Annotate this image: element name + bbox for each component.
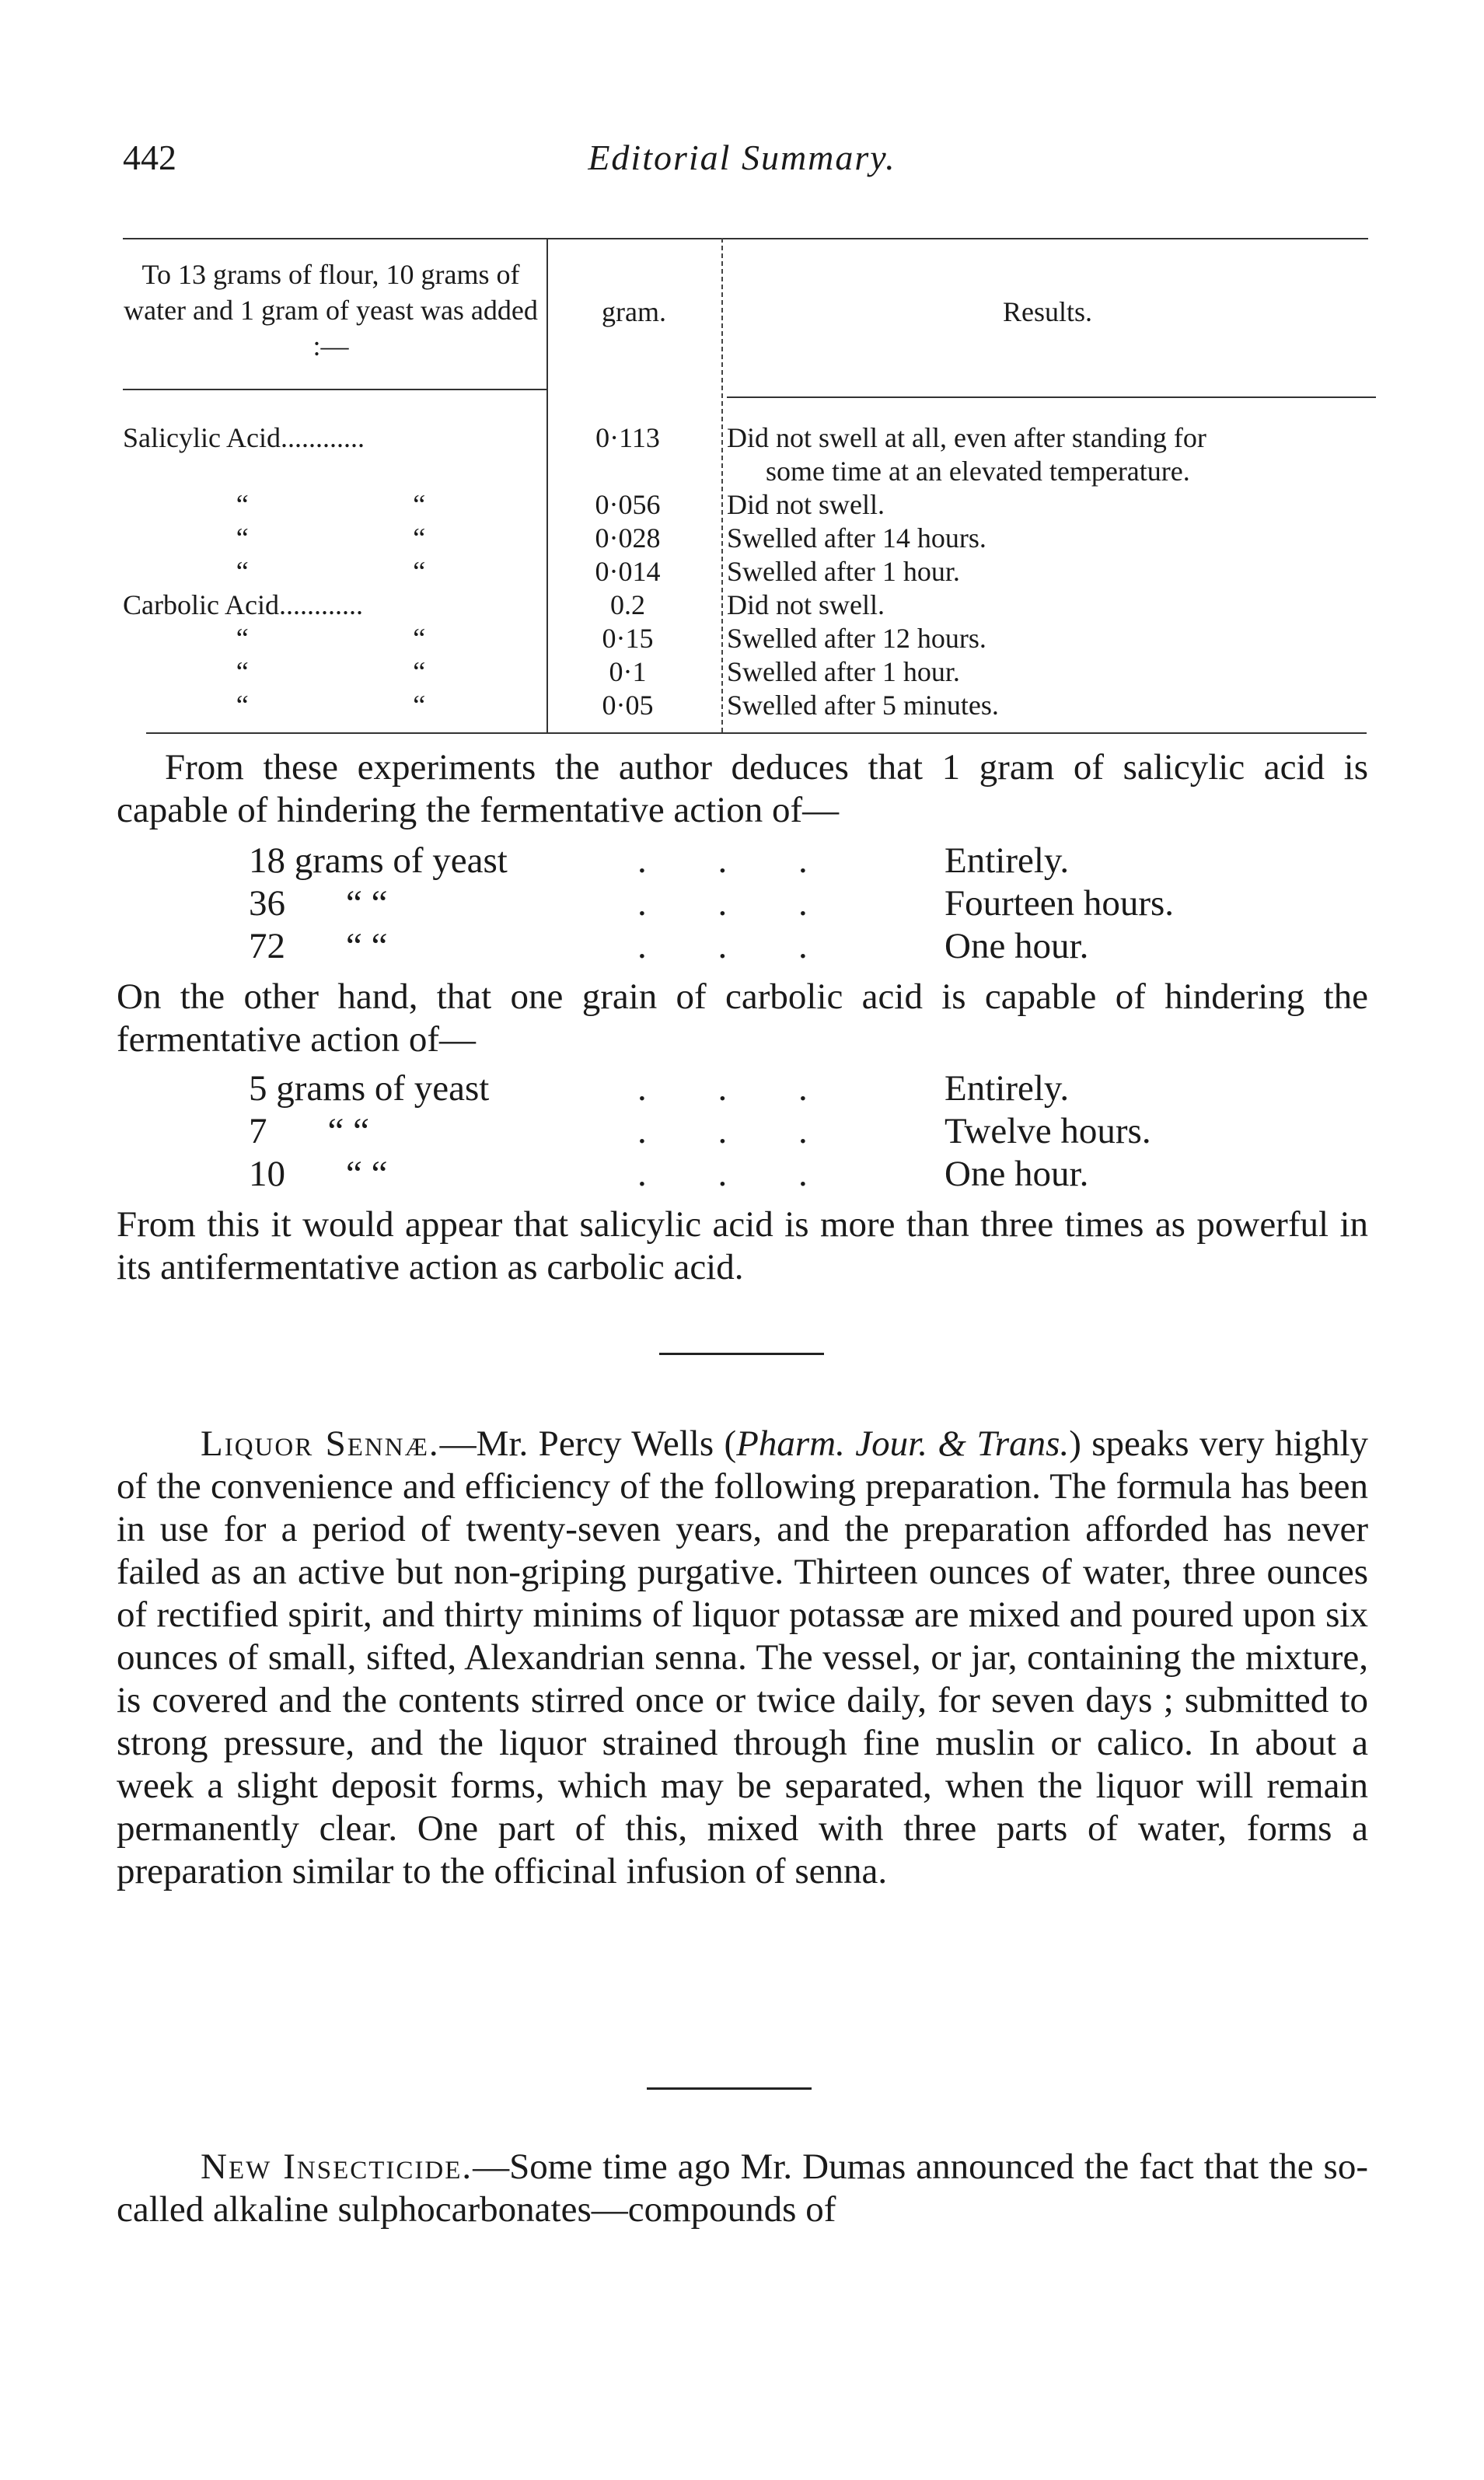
table-cell-result: Swelled after 1 hour. [727,556,960,587]
result-continuation: some time at an elevated temperature. [766,456,1190,487]
list-leader: . . . [637,1068,839,1109]
table-cell-gram: 0·15 [602,623,654,654]
article-body: speaks very highly of the convenience and efficiency of the following preparation. The formula has been in use for a period of twenty-seven years, and the preparation afforded has never failed as an active but non-griping purgative. Thirteen ounces of water, three ounces of rectified spirit, and thirty minims of liquor potassæ are mixed and poured upon six ounces of small, sifted, Alexandrian senna. The vessel, or jar, containing the mixture, is covered and the contents stirred once or twice daily, for seven days ; submitted to strong pressure, and the liquor strained through fine muslin or calico. In about a week a slight deposit forms, which may be separated, when the liquor will remain permanently clear. One part of this, mixed with three parts of water, forms a preparation similar to the officinal infusion of senna. [117,1423,1369,1891]
ditto-mark: “ “ [327,1111,369,1151]
ditto-mark: “ [236,489,249,520]
article-liquor-sennae [117,1423,1368,1893]
ditto-mark: “ [413,623,426,654]
table-cell-gram: 0·014 [595,556,661,587]
paragraph-conclusion: From this it would appear that salicylic acid is more than three times as powerful in its antifermentative action as carbolic acid. [117,1204,1368,1287]
table-cell-gram: 0·113 [595,422,660,453]
table-cell-result: Swelled after 14 hours. [727,522,986,554]
list-leader: . . . [637,883,839,924]
section-separator [647,2087,812,2090]
ditto-mark: “ [236,690,249,721]
table-cell-substance: Salicylic Acid............ [123,422,365,453]
ditto-mark: “ [413,690,426,721]
table-cell-ditto [123,689,539,722]
list-result: One hour. [945,926,1089,966]
table-cell-ditto [123,622,539,655]
ditto-mark: “ [236,556,249,587]
table-cell-gram: 0·028 [595,522,661,554]
table-cell-ditto [123,522,539,555]
list-result: Entirely. [945,840,1070,881]
ditto-mark: “ [413,556,426,587]
list-result: One hour. [945,1154,1089,1194]
paragraph-carbolic: On the other hand, that one grain of carbolic acid is capable of hindering the fermentative action of— [117,976,1368,1060]
table-cell-result: Did not swell. [727,589,885,620]
table-cell-result: Swelled after 12 hours. [727,623,986,654]
list-result: Entirely. [945,1068,1070,1109]
table-cell-gram: 0.2 [610,589,645,620]
table-cell-ditto [123,555,539,589]
running-title: Editorial Summary. [588,138,896,177]
list-quantity-number: 10 [249,1154,285,1194]
table-cell-substance: Carbolic Acid............ [123,589,363,620]
article-heading: New Insecticide. [201,2146,473,2187]
table-top-rule-right [546,238,1368,239]
ditto-mark: “ [413,522,426,554]
table-header-rule-right [727,396,1376,398]
article-heading: Liquor Sennæ. [201,1423,440,1464]
table-column-divider-dashed [721,238,723,732]
ditto-mark: “ [236,522,249,554]
list-leader: . . . [637,840,839,881]
header-gram: gram. [602,296,666,327]
table-bottom-rule [146,732,1367,734]
table-cell-result: Swelled after 5 minutes. [727,690,999,721]
list-leader: . . . [637,1154,839,1194]
section-separator [659,1353,824,1355]
result-text: Did not swell at all, even after standing for [727,422,1206,453]
article-source: Pharm. Jour. & Trans. [736,1423,1070,1464]
paragraph-salicylic: From these experiments the author deduces that 1 gram of salicylic acid is capable of hindering the fermentative action of— [117,747,1368,830]
header-substance: To 13 grams of flour, 10 grams of water and 1 gram of yeast was added :— [124,259,538,362]
list-quantity-number: 72 [249,926,285,966]
table-cell-result: Swelled after 1 hour. [727,656,960,687]
table-cell-gram: 0·05 [602,690,654,721]
ditto-mark: “ “ [346,883,388,924]
table-header-rule-left [123,389,546,390]
table-cell-gram: 0·056 [595,489,661,520]
ditto-mark: “ [413,489,426,520]
table-cell-result [727,421,1395,488]
ditto-mark: “ [413,656,426,687]
ditto-mark: “ [236,623,249,654]
ditto-mark: “ [236,656,249,687]
list-quantity-number: 36 [249,883,285,924]
table-top-rule-left [123,238,546,239]
ditto-mark: “ “ [346,926,388,966]
list-leader: . . . [637,926,839,966]
table-cell-ditto [123,488,539,522]
article-lead-close: ) [1069,1423,1081,1464]
table-cell-gram: 0·1 [609,656,647,687]
list-quantity: 5 grams of yeast [249,1068,490,1109]
table-cell-result: Did not swell. [727,489,885,520]
article-body: —Some time ago Mr. Dumas announced the fact that the so-called alkaline sulphocarbonates—compounds of [117,2146,1369,2230]
list-result: Fourteen hours. [945,883,1175,924]
list-result: Twelve hours. [945,1111,1151,1151]
list-quantity: 18 grams of yeast [249,840,508,881]
article-lead: —Mr. Percy Wells ( [439,1423,737,1464]
article-new-insecticide [117,2146,1368,2231]
ditto-mark: “ “ [346,1154,388,1194]
table-cell-ditto [123,655,539,689]
header-results: Results. [1002,296,1092,327]
list-leader: . . . [637,1111,839,1151]
page-number: 442 [123,138,176,177]
list-quantity-number: 7 [249,1111,267,1151]
